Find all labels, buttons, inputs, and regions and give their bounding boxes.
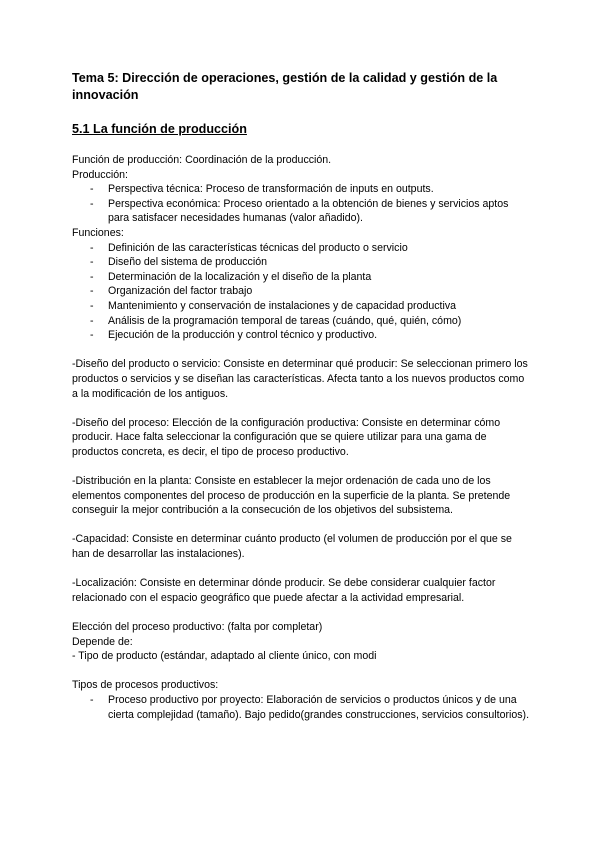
list-item: - Definición de las características técnicas del producto o servicio	[72, 241, 532, 256]
list-item: - Determinación de la localización y el diseño de la planta	[72, 270, 532, 285]
funciones-label: Funciones:	[72, 226, 124, 239]
produccion-label: Producción:	[72, 168, 128, 181]
intro-text: Función de producción: Coordinación de la producción.	[72, 154, 332, 166]
list-item: - Ejecución de la producción y control técnico y productivo.	[72, 328, 532, 343]
section-heading: 5.1 La función de producción	[72, 122, 247, 136]
paragraph-capacidad: -Capacidad: Consiste en determinar cuánto producto (el volumen de producción por el que se han de desarrollar las instalaciones).	[72, 533, 512, 561]
depende-line: Depende de:	[72, 635, 133, 648]
tipo-producto-line: - Tipo de producto (estándar, adaptado al cliente único, con modi	[72, 650, 377, 663]
document-title: Tema 5: Dirección de operaciones, gestión de la calidad y gestión de la innovación	[72, 71, 498, 102]
paragraph-diseno-producto: -Diseño del producto o servicio: Consiste en determinar qué producir: Se seleccionan primero los productos o servicios y se diseñan las características. Afecta tanto a los nuevos productos como a la modificación de los antiguos.	[72, 358, 528, 400]
paragraph-localizacion: -Localización: Consiste en determinar dónde producir. Se debe considerar cualquier factor relacionado con el espacio geográfico que puede afectar a la actividad empresarial.	[72, 577, 496, 604]
tipos-label: Tipos de procesos productivos:	[72, 679, 219, 692]
document-page	[72, 70, 532, 722]
list-item: - Perspectiva económica: Proceso orientado a la obtención de bienes y servicios aptos para satisfacer necesidades humanas (valor añadido).	[72, 197, 532, 226]
list-item: - Mantenimiento y conservación de instalaciones y de capacidad productiva	[72, 299, 532, 314]
list-item: - Diseño del sistema de producción	[72, 255, 532, 270]
paragraph-diseno-proceso: -Diseño del proceso: Elección de la configuración productiva: Consiste en determinar cómo producir. Hace falta seleccionar la configuración que se quiere utilizar para una gama de productos concreta, es decir, el tipo de proceso productivo.	[72, 416, 501, 458]
list-item: - Análisis de la programación temporal de tareas (cuándo, qué, quién, cómo)	[72, 314, 532, 329]
paragraph-distribucion: -Distribución en la planta: Consiste en establecer la mejor ordenación de cada uno de los elementos componentes del proceso de producción en la superficie de la planta. Se pretende conseguir la mejor contribución a la consecución de los objetivos del subsistema.	[72, 475, 511, 517]
funciones-list	[72, 241, 532, 343]
list-item: - Proceso productivo por proyecto: Elaboración de servicios o productos únicos y de una cierta complejidad (tamaño). Bajo pedido(grandes construcciones, servicios consultorios).	[72, 693, 532, 722]
list-item: - Perspectiva técnica: Proceso de transformación de inputs en outputs.	[72, 182, 532, 197]
list-item: - Organización del factor trabajo	[72, 284, 532, 299]
tipos-list	[72, 693, 532, 722]
produccion-list	[72, 182, 532, 226]
eleccion-line: Elección del proceso productivo: (falta por completar)	[72, 621, 323, 633]
